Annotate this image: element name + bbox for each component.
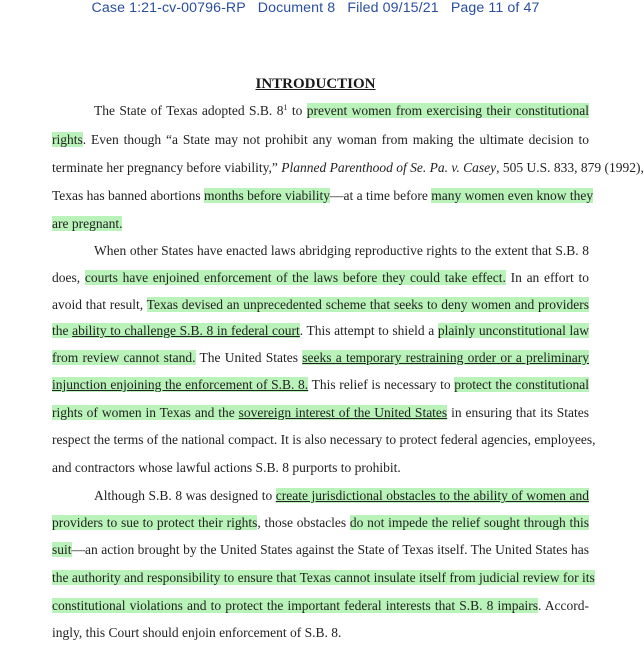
footnote-marker[interactable]: 1 [283,103,288,112]
highlight: do not impede the relief sought through this [349,515,590,530]
highlight: suit [52,542,72,557]
highlight: providers to sue to protect their rights [52,515,258,530]
section-heading: INTRODUCTION [255,76,376,92]
highlight-underlined: create jurisdictional obstacles to the ability of women and [275,488,590,503]
paragraph-3-line-3: suit—an action brought by the United States against the State of Texas itself. The United States has [52,542,589,557]
case-header [0,0,631,20]
paragraph-1-line-5 [52,211,589,237]
paragraph-2-line-8: respect the terms of the national compact. It is also necessary to protect federal agencies, employees, [52,432,596,447]
highlight: rights of women in Texas and the [52,405,239,420]
document-number: Document 8 [257,0,336,16]
highlight: protect the constitutional [454,377,589,392]
highlight: rights [52,132,83,147]
case-citation: Planned Parenthood of Se. Pa. v. Casey [281,160,497,175]
highlight: constitutional violations and to protect the important federal interests that S.B. 8 impairs [52,598,539,613]
paragraph-2-line-1: When other States have enacted laws abridging reproductive rights to the extent that S.B. 8 [94,243,589,258]
highlight: the authority and responsibility to ensure that Texas cannot insulate itself from judicial review for its [52,570,595,585]
paragraph-1-line-2: rights. Even though “a State may not prohibit any woman from making the ultimate decision to [52,132,589,147]
paragraph-3-line-1: Although S.B. 8 was designed to create jurisdictional obstacles to the ability of women and [94,488,590,503]
paragraph-3-line-6: ingly, this Court should enjoin enforcement of S.B. 8. [52,625,342,640]
highlight: Texas devised an unprecedented scheme that seeks to deny women and providers [146,297,589,312]
highlight: many women even know they [431,188,594,203]
paragraph-1-line-3: terminate her pregnancy before viability,” Planned Parenthood of Se. Pa. v. Casey, 505 U.S. 833, 879 (1992), [52,160,644,175]
paragraph-2-line-7: rights of women in Texas and the sovereign interest of the United States in ensuring that its States [52,405,589,420]
case-number: Case 1:21-cv-00796-RP [91,0,246,16]
highlight-underlined: injunction enjoining the enforcement of S.B. 8. [52,377,309,392]
highlight: prevent women from exercising their constitutional [306,103,589,118]
highlight-underlined: sovereign interest of the United States [238,405,448,420]
highlight: courts have enjoined enforcement of the laws before they could take effect. [84,270,506,285]
paragraph-2-line-6: injunction enjoining the enforcement of S.B. 8. This relief is necessary to protect the constitutional [52,377,589,392]
page-number: Page 11 of 47 [450,0,540,16]
paragraph-2-line-4: the ability to challenge S.B. 8 in federal court. This attempt to shield a plainly unconstitutional law [52,323,590,338]
highlight: from review cannot stand. [52,350,196,365]
highlight: the [52,323,73,338]
highlight: are pregnant. [52,216,123,231]
highlight: plainly unconstitutional law [437,323,590,338]
paragraph-1-line-1: The State of Texas adopted S.B. $8^1$ to prevent women from exercising their constitutional [94,103,589,118]
paragraph-3-line-2: providers to sue to protect their rights, those obstacles do not impede the relief sought through this [52,515,590,530]
filed-date: Filed 09/15/21 [347,0,439,16]
highlight: months before viability [204,188,330,203]
paragraph-3-line-4 [52,565,595,591]
paragraph-1-line-4: Texas has banned abortions months before viability—at a time before many women even know they [52,188,594,203]
highlight-underlined: ability to challenge S.B. 8 in federal court [72,323,300,338]
paragraph-2-line-5: from review cannot stand. The United States seeks a temporary restraining order or a preliminary [52,350,590,365]
paragraph-2-line-2: does, courts have enjoined enforcement of the laws before they could take effect. In an effort to [52,270,590,285]
paragraph-2-line-3: avoid that result, Texas devised an unprecedented scheme that seeks to deny women and providers [52,297,589,312]
paragraph-2-line-9: and contractors whose lawful actions S.B. 8 purports to prohibit. [52,460,401,475]
paragraph-3-line-5: constitutional violations and to protect the important federal interests that S.B. 8 impairs. Accord- [52,598,590,613]
highlight-underlined: seeks a temporary restraining order or a preliminary [302,350,590,365]
